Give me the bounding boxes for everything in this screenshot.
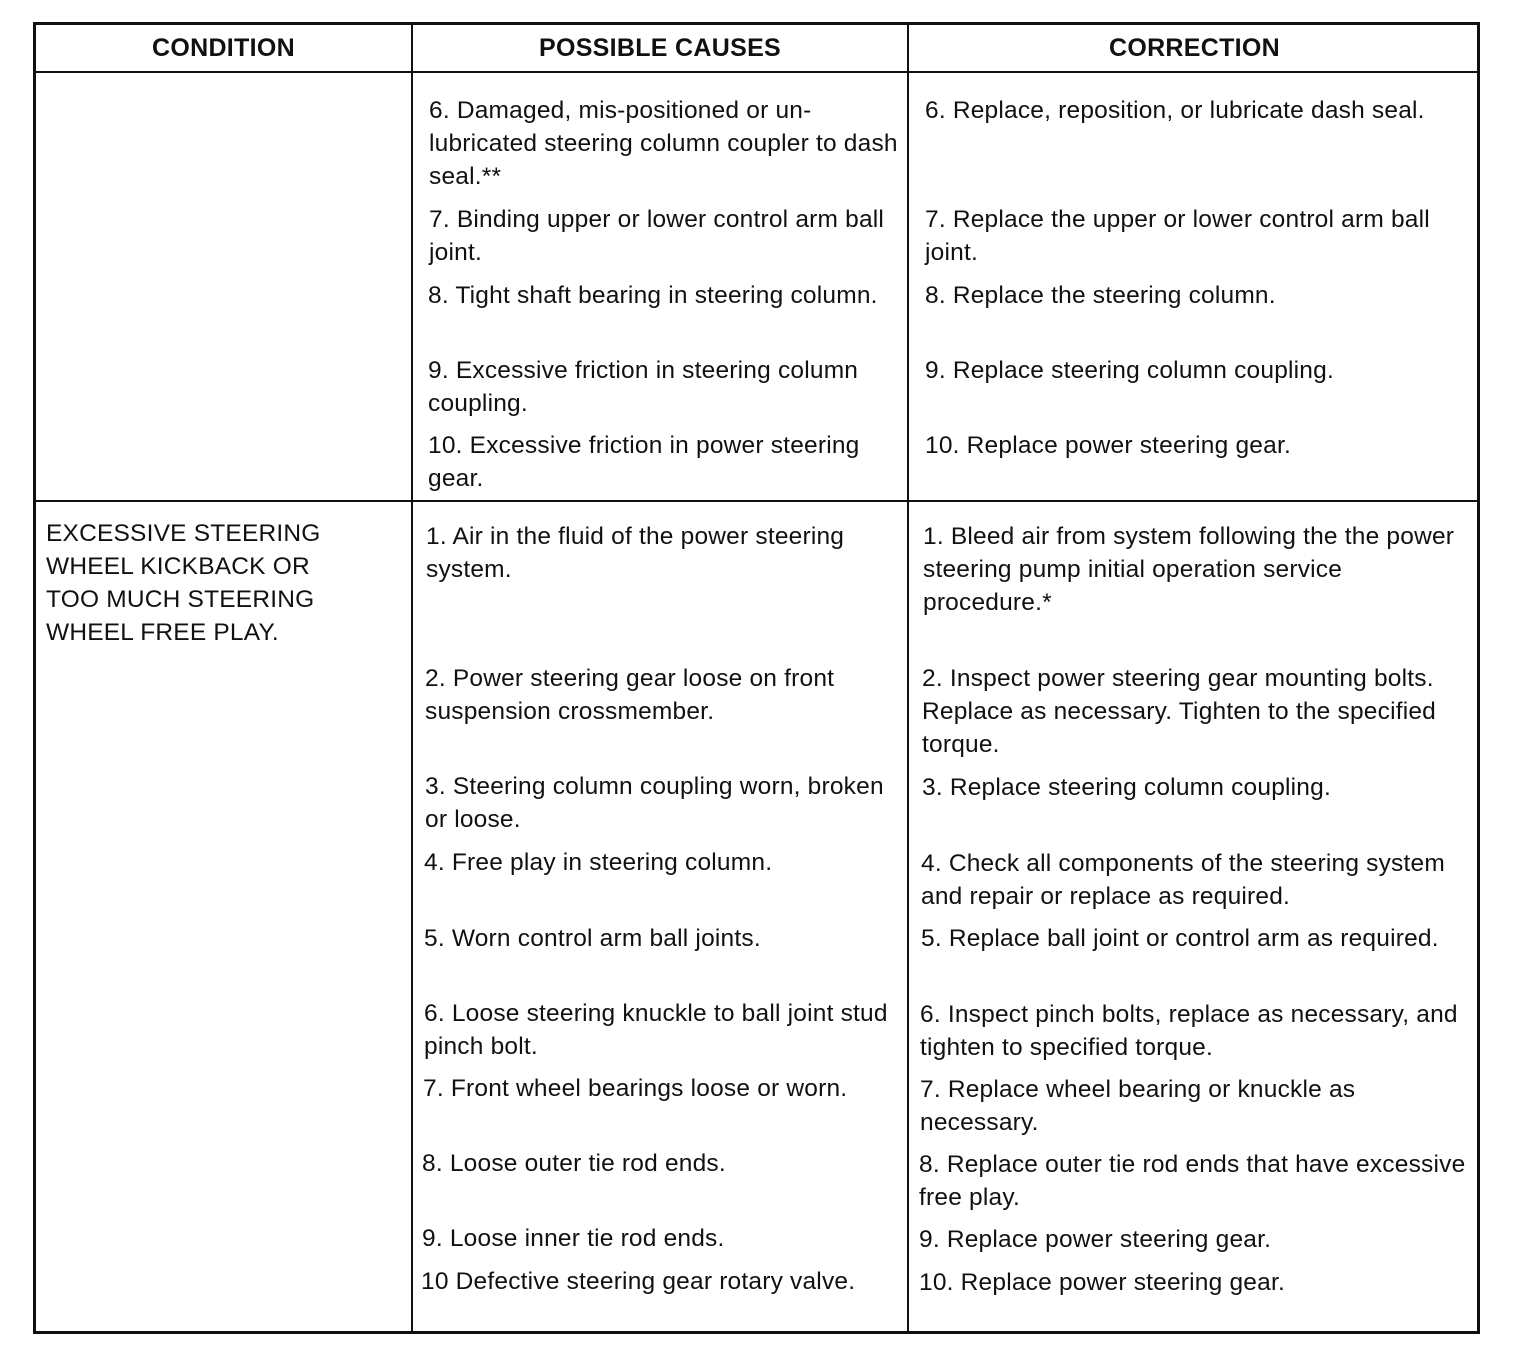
correction-item: 2. Inspect power steering gear mounting bolts. Replace as necessary. Tighten to the specified torque. (922, 665, 1437, 758)
cause-item: 10 Defective steering gear rotary valve. (421, 1268, 856, 1295)
cause-item: 8. Loose outer tie rod ends. (422, 1150, 726, 1177)
cause-item: 7. Front wheel bearings loose or worn. (423, 1075, 848, 1102)
cause-item: 9. Loose inner tie rod ends. (422, 1225, 725, 1252)
troubleshooting-table (33, 22, 1480, 1334)
correction-item: 8. Replace outer tie rod ends that have excessive free play. (919, 1151, 1466, 1211)
correction-item: 9. Replace power steering gear. (919, 1226, 1272, 1253)
cause-item: 6. Loose steering knuckle to ball joint stud pinch bolt. (424, 1000, 888, 1060)
cause-item: 6. Damaged, mis-positioned or un-lubricated steering column coupler to dash seal.** (429, 97, 898, 190)
cause-item: 3. Steering column coupling worn, broken or loose. (425, 773, 884, 833)
correction-item: 6. Inspect pinch bolts, replace as necessary, and tighten to specified torque. (920, 1001, 1458, 1061)
header-divider (36, 71, 1477, 73)
header-correction: CORRECTION (1108, 33, 1281, 62)
cause-item: 5. Worn control arm ball joints. (424, 925, 761, 952)
cause-item: 8. Tight shaft bearing in steering column. (428, 282, 878, 309)
correction-item: 5. Replace ball joint or control arm as required. (921, 925, 1439, 952)
correction-item: 10. Replace power steering gear. (919, 1269, 1285, 1296)
column-divider (907, 25, 909, 1331)
header-condition: CONDITION (152, 33, 295, 62)
correction-item: 7. Replace the upper or lower control arm ball joint. (925, 206, 1430, 266)
condition-text: EXCESSIVE STEERING WHEEL KICKBACK OR TOO MUCH STEERING WHEEL FREE PLAY. (46, 520, 321, 646)
cause-item: 1. Air in the fluid of the power steering system. (426, 523, 845, 583)
correction-item: 3. Replace steering column coupling. (922, 774, 1331, 801)
cause-item: 2. Power steering gear loose on front suspension crossmember. (425, 665, 835, 725)
cause-item: 4. Free play in steering column. (424, 849, 773, 876)
header-possible-causes: POSSIBLE CAUSES (538, 33, 782, 62)
cause-item: 9. Excessive friction in steering column coupling. (428, 357, 859, 417)
correction-item: 7. Replace wheel bearing or knuckle as necessary. (920, 1076, 1356, 1136)
correction-item: 9. Replace steering column coupling. (925, 357, 1334, 384)
correction-item: 1. Bleed air from system following the the power steering pump initial operation service procedure.* (923, 523, 1455, 616)
cause-item: 7. Binding upper or lower control arm ball joint. (429, 206, 885, 266)
row-divider (36, 500, 1477, 502)
correction-item: 8. Replace the steering column. (925, 282, 1276, 309)
cause-item: 10. Excessive friction in power steering gear. (428, 432, 860, 492)
correction-item: 6. Replace, reposition, or lubricate dash seal. (925, 97, 1425, 124)
correction-item: 10. Replace power steering gear. (925, 432, 1291, 459)
correction-item: 4. Check all components of the steering system and repair or replace as required. (921, 850, 1445, 910)
column-divider (411, 25, 413, 1331)
